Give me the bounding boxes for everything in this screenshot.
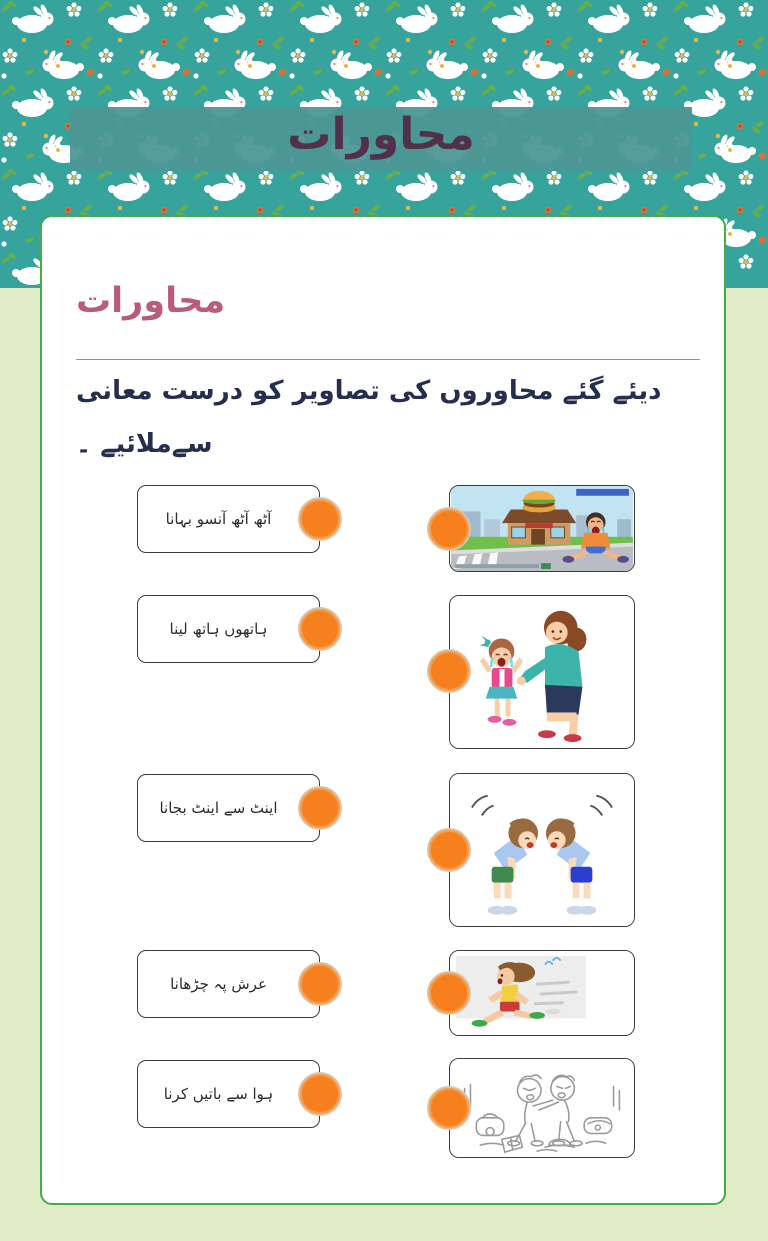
worksheet-card [40,215,726,1205]
idiom-label-3: اینٹ سے اینٹ بجانا [159,799,278,817]
match-dot-idiom-1[interactable] [298,497,342,541]
image-card-3 [449,773,635,927]
idiom-box-3 [137,774,320,842]
match-dot-image-1[interactable] [427,507,471,551]
mother-comforting-crying-girl-illustration [450,596,634,748]
instruction-text: دیئے گئے محاوروں کی تصاویر کو درست معانی سےملائیے ۔ [76,376,662,460]
match-dot-image-4[interactable] [427,971,471,1015]
match-dot-idiom-2[interactable] [298,607,342,651]
idiom-box-5 [137,1060,320,1128]
page-title: محاورات [287,109,475,160]
title-banner [70,107,692,171]
idiom-box-2 [137,595,320,663]
match-dot-idiom-3[interactable] [298,786,342,830]
divider [76,359,700,360]
two-boys-bowing-illustration [450,774,634,926]
boys-fighting-line-art-illustration [450,1059,634,1157]
idiom-label-5: ہوا سے باتیں کرنا [163,1085,274,1103]
match-dot-idiom-5[interactable] [298,1072,342,1116]
match-dot-idiom-4[interactable] [298,962,342,1006]
image-card-2 [449,595,635,749]
idiom-box-1 [137,485,320,553]
match-dot-image-3[interactable] [427,828,471,872]
running-boy-illustration [450,951,634,1035]
idiom-label-2: ہاتھوں ہاتھ لینا [169,620,268,638]
image-card-4 [449,950,635,1036]
idiom-box-4 [137,950,320,1018]
worksheet-heading: محاورات [76,281,226,321]
idiom-label-1: آٹھ آٹھ آنسو بہانا [165,510,272,528]
idiom-label-4: عرش پہ چڑھانا [170,975,267,993]
image-card-5 [449,1058,635,1158]
match-dot-image-2[interactable] [427,649,471,693]
crying-child-burger-shop-illustration [450,486,634,571]
match-dot-image-5[interactable] [427,1086,471,1130]
image-card-1 [449,485,635,572]
